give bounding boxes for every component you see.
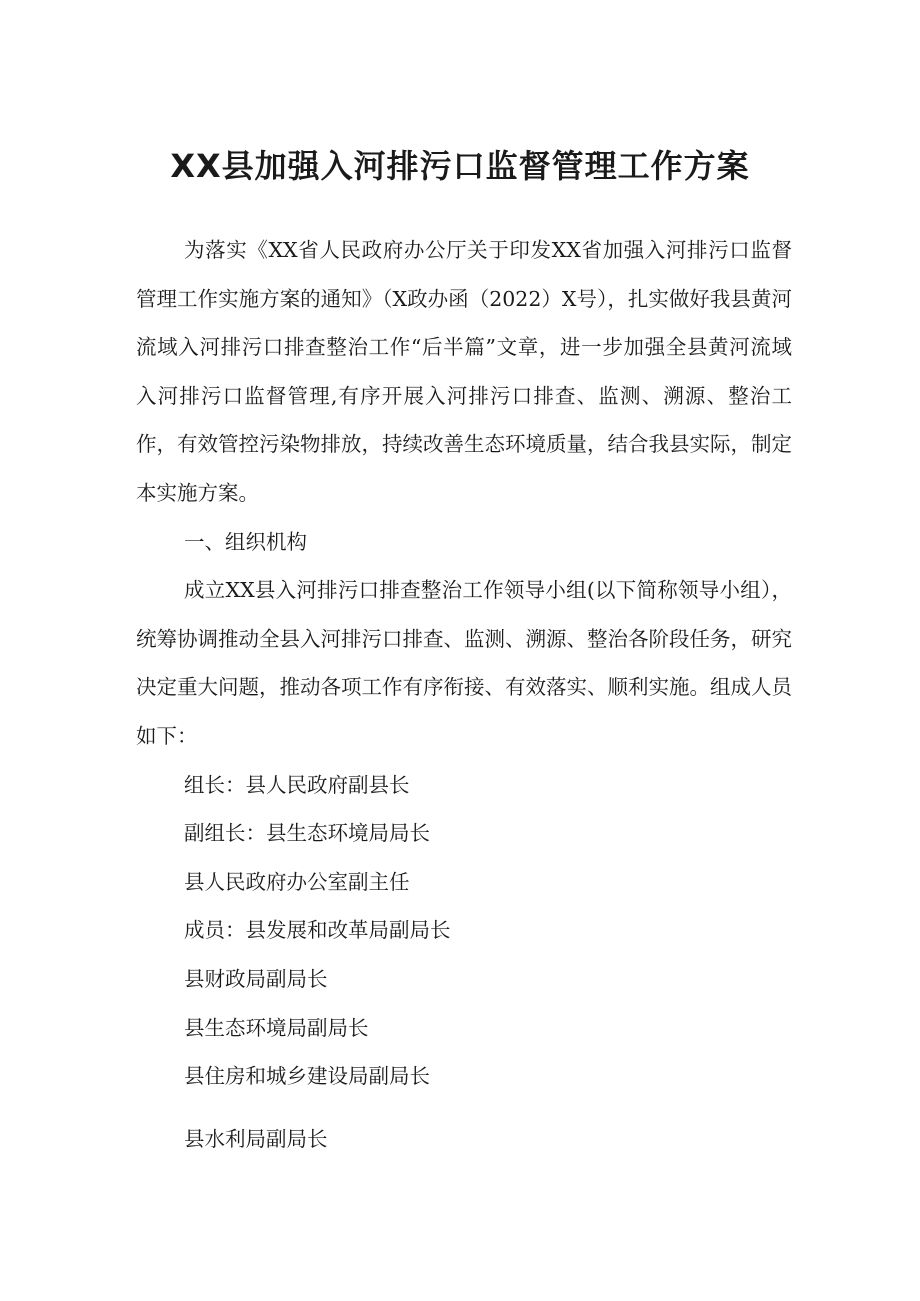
member-line-members: 成员：县发展和改革局副局长 (184, 918, 451, 943)
document-title: XX县加强入河排污口监督管理工作方案 (170, 147, 750, 185)
member-line-leader: 组长：县人民政府副县长 (184, 772, 410, 797)
member-line-finance: 县财政局副局长 (184, 966, 328, 991)
member-line-office: 县人民政府办公室副主任 (184, 869, 410, 894)
intro-paragraph: 为落实《XX省人民政府办公厅关于印发XX省加强入河排污口监督管理工作实施方案的通知》（X政办函（2022）X号），扎实做好我县黄河流域入河排污口排查整治工作“后半篇”文章，进一步加强全县黄河流域入河排污口监督管理,有序开展入河排污口排查、监测、溯源、整治工作，有效管控污染物排放，持续改善生态环境质量，结合我县实际，制定本实施方案。 (136, 238, 792, 505)
member-line-deputy-leader: 副组长：县生态环境局局长 (184, 821, 430, 846)
member-line-water: 县水利局副局长 (184, 1126, 328, 1151)
member-line-ecology: 县生态环境局副局长 (184, 1015, 369, 1040)
member-line-housing: 县住房和城乡建设局副局长 (184, 1064, 430, 1089)
organization-paragraph: 成立XX县入河排污口排查整治工作领导小组(以下简称领导小组），统筹协调推动全县入河排污口排查、监测、溯源、整治各阶段任务，研究决定重大问题，推动各项工作有序衔接、有效落实、顺利实施。组成人员如下： (136, 578, 792, 748)
document-body (136, 226, 792, 1163)
section-heading-organization: 一、组织机构 (184, 529, 307, 554)
